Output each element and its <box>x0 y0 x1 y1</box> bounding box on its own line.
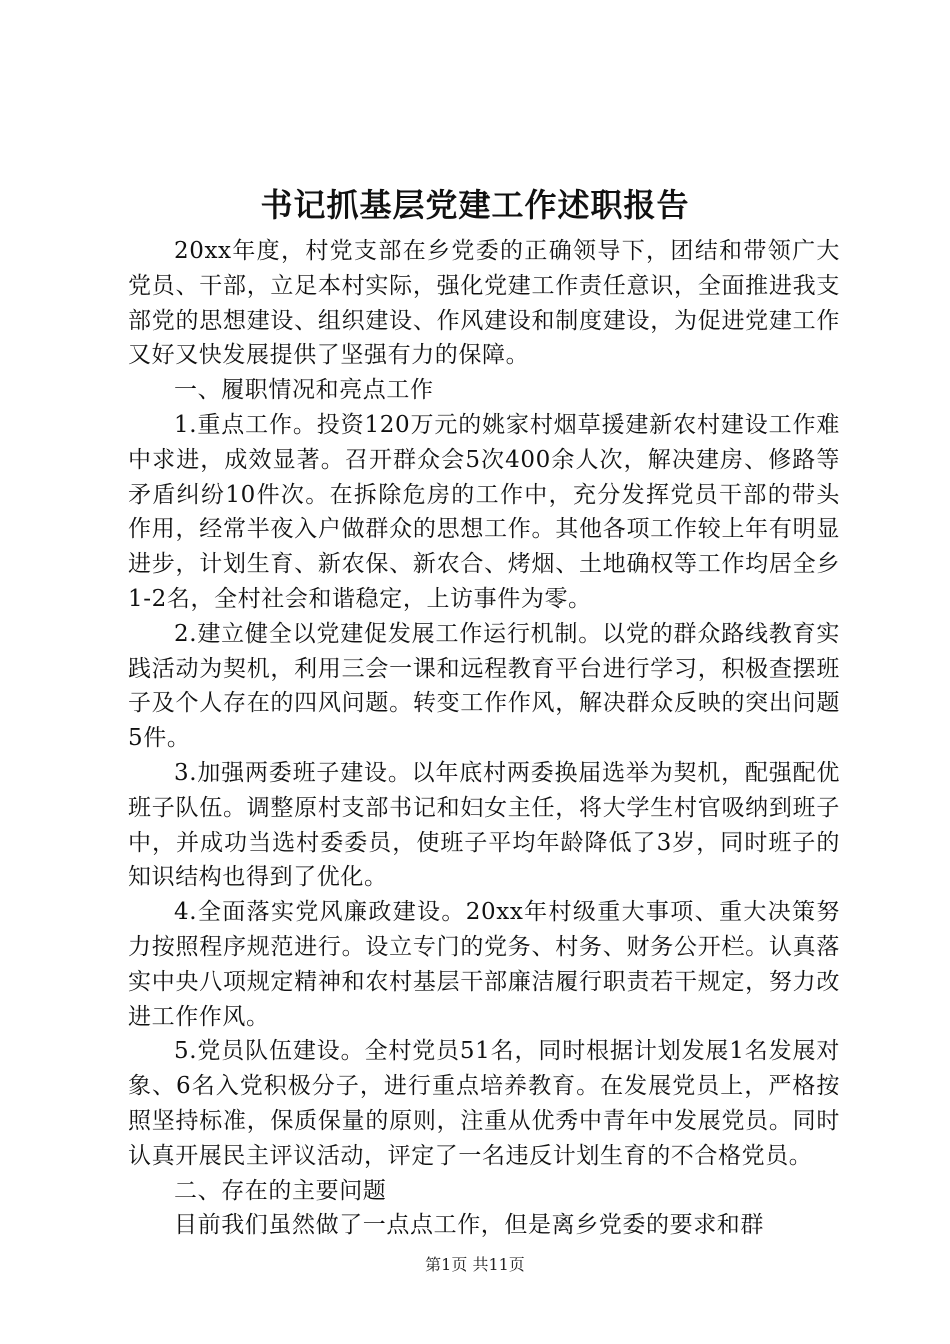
page-number-footer: 第1页 共11页 <box>425 1255 525 1274</box>
intro-paragraph: 20xx年度，村党支部在乡党委的正确领导下，团结和带领广大党员、干部，立足本村实际，强化党建工作责任意识，全面推进我支部党的思想建设、组织建设、作风建设和制度建设，为促进党建工作又好又快发展提供了坚强有力的保障。 <box>128 238 840 369</box>
paragraph-item-1: 1.重点工作。投资120万元的姚家村烟草援建新农村建设工作难中求进，成效显著。召开群众会5次400余人次，解决建房、修路等矛盾纠纷10件次。在拆除危房的工作中，充分发挥党员干部的带头作用，经常半夜入户做群众的思想工作。其他各项工作较上年有明显进步，计划生育、新农保、新农合、烤烟、土地确权等工作均居全乡1-2名，全村社会和谐稳定，上访事件为零。 <box>128 411 840 612</box>
paragraph-problems-intro: 目前我们虽然做了一点点工作，但是离乡党委的要求和群 <box>174 1212 764 1239</box>
paragraph-item-4: 4.全面落实党风廉政建设。20xx年村级重大事项、重大决策努力按照程序规范进行。设立专门的党务、村务、财务公开栏。认真落实中央八项规定精神和农村基层干部廉洁履行职责若干规定，努力改进工作作风。 <box>128 899 840 1030</box>
paragraph-item-5: 5.党员队伍建设。全村党员51名，同时根据计划发展1名发展对象、6名入党积极分子，进行重点培养教育。在发展党员上，严格按照坚持标准，保质保量的原则，注重从优秀中青年中发展党员。同时认真开展民主评议活动，评定了一名违反计划生育的不合格党员。 <box>128 1038 840 1169</box>
section-heading-duties: 一、履职情况和亮点工作 <box>174 377 434 404</box>
document-body <box>128 234 840 1243</box>
paragraph-item-2: 2.建立健全以党建促发展工作运行机制。以党的群众路线教育实践活动为契机，利用三会一课和远程教育平台进行学习，积极查摆班子及个人存在的四风问题。转变工作作风，解决群众反映的突出问题5件。 <box>128 620 840 752</box>
section-heading-problems: 二、存在的主要问题 <box>174 1177 387 1204</box>
document-title: 书记抓基层党建工作述职报告 <box>260 186 690 224</box>
paragraph-item-3: 3.加强两委班子建设。以年底村两委换届选举为契机，配强配优班子队伍。调整原村支部书记和妇女主任，将大学生村官吸纳到班子中，并成功当选村委委员，使班子平均年龄降低了3岁，同时班子的知识结构也得到了优化。 <box>128 759 840 891</box>
